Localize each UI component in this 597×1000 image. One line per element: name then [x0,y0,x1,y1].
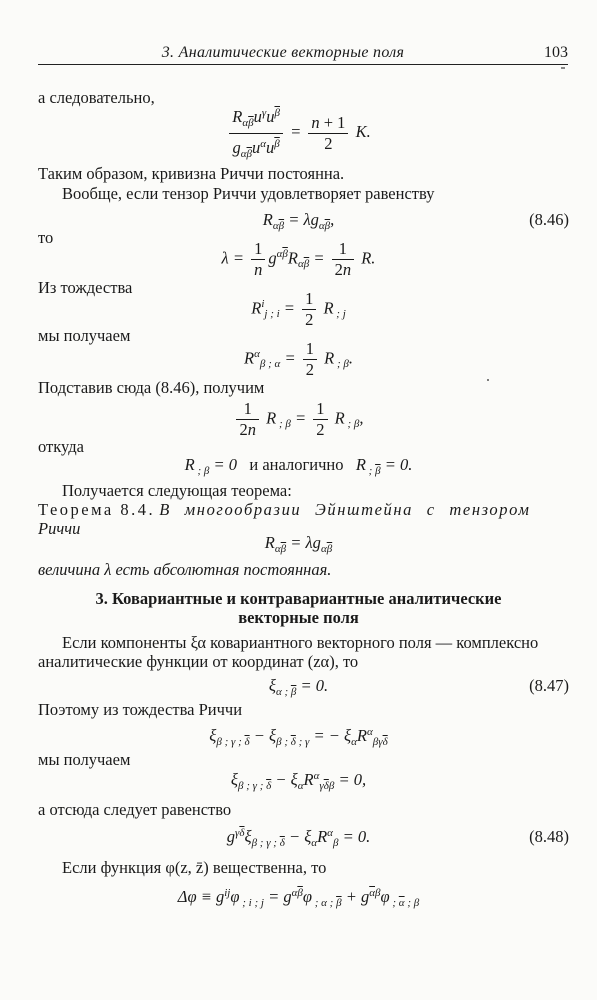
text-line: мы получаем [38,750,131,769]
text-line: Если компоненты ξα ковариантного векторного поля — комплексно [62,633,539,652]
text-line: Таким образом, кривизна Риччи постоянна. [38,164,345,183]
inline-text: и аналогично [249,455,344,474]
text-line: Из тождества [38,278,133,297]
equation-number: (8.46) [529,210,569,229]
formula-derived-identity: $\xi_{\beta ; \gamma ; \overline{\delta}} - \xi_\alpha R^\alpha_{\gamma\overline{\delta}\beta} = 0$, [230,770,367,792]
formula-curvature-ratio: $\frac{R_{\alpha\overline{\beta}}u^\gamma u^{\overline{\beta}}}{g_{\alpha\overline{\beta}}u^\alpha u^{\overline{\beta}}}$ = $\frac{n + 1}{2}$ K. [0,104,597,163]
theorem-text: Риччи [38,519,81,538]
equation-number: (8.48) [529,827,569,846]
section-heading: векторные поля [238,608,359,627]
formula-substituted: $\frac{1}{2n}$ R $_{; \beta}$ = $\frac{1}{2}$ R $_{; \beta}$, [0,400,597,439]
theorem-text: величина λ есть абсолютная постоянная. [38,560,332,579]
running-header [38,40,568,65]
text-line: Если функция φ(z, z̄) вещественна, то [62,858,327,877]
theorem-line [38,500,568,520]
formula-analytic-condition: $\xi_{\alpha ; \overline{\beta}} = 0$. (8.47) [268,676,569,698]
formula-contracted: $R^\alpha_{\beta ; \alpha}$ = $\frac{1}{2}$ R $_{; \beta}$. [244,339,353,379]
theorem-text: В многообразии Эйнштейна с тензором [159,500,531,519]
running-title: 3. Аналитические векторные поля [161,44,405,61]
text-line: то [38,228,54,247]
text-line: откуда [38,437,84,456]
text-line: Поэтому из тождества Риччи [38,700,243,719]
theorem-label: Теорема 8.4. [38,500,156,519]
equation-number: (8.47) [529,676,569,695]
page-number: 103 [544,44,568,61]
margin-mark [561,67,565,69]
text-line: а отсюда следует равенство [38,800,232,819]
formula-bianchi-identity: $R^i_{j ; i}$ = $\frac{1}{2}$ R $_{; j}$ [251,289,346,329]
text-line: мы получаем [38,326,131,345]
formula-equality: $g^{\gamma\overline{\delta}}\xi_{\beta ; \gamma ; \overline{\delta}} - \xi_\alpha R^\alpha_\beta = 0$. (8.48) [226,827,569,849]
formula-lambda: λ = $\frac{1}{n}$ $g^{\alpha\overline{\beta}}R_{\alpha\overline{\beta}}$ = $\frac{1}{2n}$ R. [221,239,376,279]
section-heading: 3. Ковариантные и контравариантные аналитические [95,589,502,608]
text-line: а следовательно, [38,88,155,107]
text-line: аналитические функции от координат (zα), то [38,652,359,671]
formula-constant-scalar: R $_{; \beta}$ = 0 и аналогично R $_{; \overline{\beta}}$ = 0. [184,455,413,477]
formula-einstein-condition: $R_{\alpha\overline{\beta}} = \lambda g_{\alpha\overline{\beta}}$, (8.46) [262,210,569,232]
text-line: Подставив сюда (8.46), получим [38,378,265,397]
text-line: Вообще, если тензор Риччи удовлетворяет равенству [62,184,435,203]
formula-einstein-tensor: $R_{\alpha\overline{\beta}} = \lambda g_{\alpha\overline{\beta}}$ [264,533,333,555]
formula-laplacian: $\Delta\varphi \equiv g^{ij}\varphi$ $_{; i ; j} = g^{\alpha\overline{\beta}}\varphi$ $_{; \alpha ; \overline{\beta}} + g^{\overline{\alpha}\beta}\varphi$ $_{; \overline{\alpha} ; \beta}$ [177,887,420,909]
formula-ricci-identity: $\xi_{\beta ; \gamma ; \overline{\delta}} - \xi_{\beta ; \overline{\delta} ; \gamma}$ = − $\xi_\alpha R^\alpha_{\beta\gamma\overline{\delta}}$ [209,726,388,748]
text-line: Получается следующая теорема: [62,481,292,500]
